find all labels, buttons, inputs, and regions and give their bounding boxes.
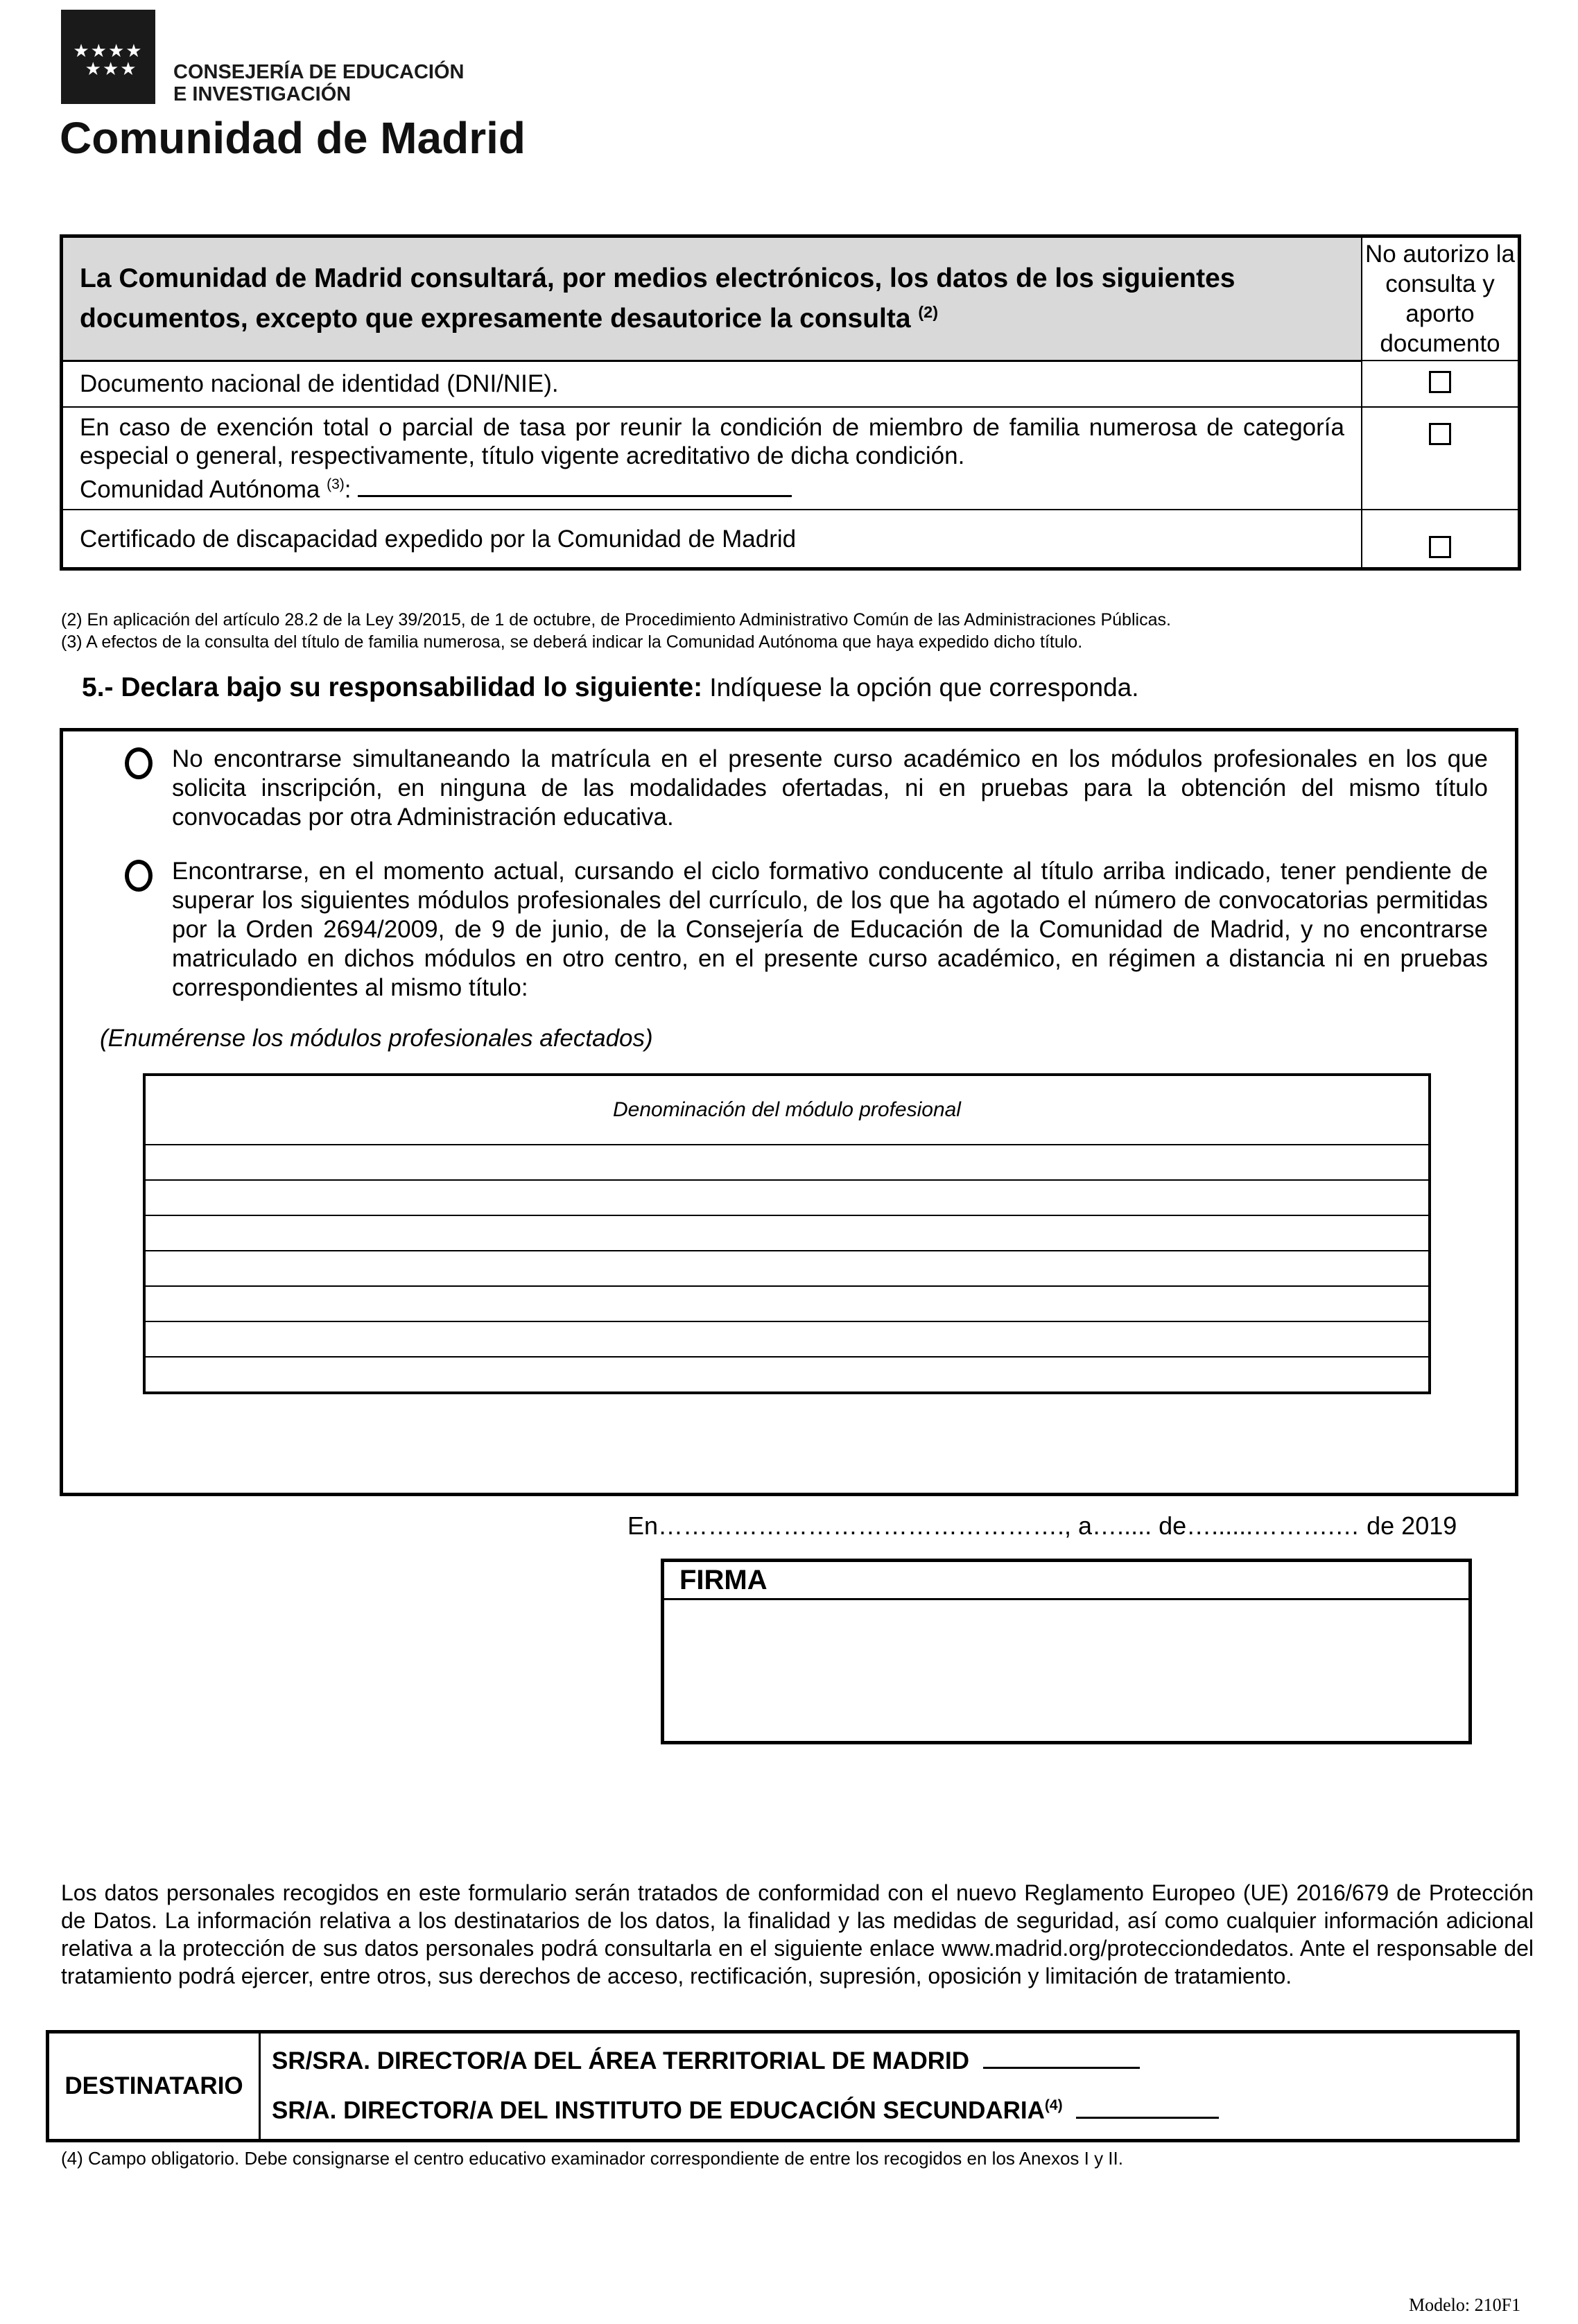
- department-name: CONSEJERÍA DE EDUCACIÓN E INVESTIGACIÓN: [173, 61, 465, 105]
- module-row[interactable]: [144, 1357, 1430, 1393]
- footnote-2: (2) En aplicación del artículo 28.2 de la Ley 39/2015, de 1 de octubre, de Procedimiento Administrativo Común de las Administraciones Públicas.: [61, 610, 1171, 630]
- checkbox-familia-numerosa[interactable]: [1429, 423, 1451, 445]
- model-code: Modelo: 210F1: [1409, 2295, 1521, 2315]
- module-row[interactable]: [144, 1251, 1430, 1286]
- checkbox-dni[interactable]: [1429, 371, 1451, 393]
- consult-row-dni: Documento nacional de identidad (DNI/NIE).: [62, 361, 1362, 407]
- module-row[interactable]: [144, 1215, 1430, 1251]
- instituto-field[interactable]: [1076, 2117, 1219, 2119]
- consult-table: [60, 234, 1521, 571]
- logo-stars: ★★★★ ★★★: [73, 40, 144, 79]
- radio-option-1[interactable]: [125, 747, 153, 779]
- recipient-instituto: SR/A. DIRECTOR/A DEL INSTITUTO DE EDUCACIÓN SECUNDARIA$^{(4)}$: [272, 2083, 1505, 2133]
- brand-title: Comunidad de Madrid: [60, 113, 526, 163]
- destinatario-recipients: [260, 2032, 1518, 2141]
- module-row[interactable]: [144, 1321, 1430, 1357]
- consult-row-familia-numerosa: En caso de exención total o parcial de tasa por reunir la condición de miembro de familia numerosa de categoría especial o general, respectivamente, título vigente acreditativo de dicha condición. Comunidad Autónoma $^{(3)}$:: [62, 407, 1362, 510]
- consult-row-discapacidad: Certificado de discapacidad expedido por la Comunidad de Madrid: [62, 510, 1362, 569]
- logo: [61, 10, 155, 104]
- section-5-heading: 5.- Declara bajo su responsabilidad lo siguiente: Indíquese la opción que corresponda.: [82, 673, 1139, 702]
- modules-table: [143, 1073, 1431, 1394]
- footnote-4: (4) Campo obligatorio. Debe consignarse el centro educativo examinador correspondiente de entre los recogidos en los Anexos I y II.: [61, 2148, 1123, 2169]
- comunidad-autonoma-field[interactable]: [358, 495, 792, 497]
- enumerate-instruction: (Enumérense los módulos profesionales afectados): [100, 1025, 653, 1052]
- recipient-area-territorial: SR/SRA. DIRECTOR/A DEL ÁREA TERRITORIAL DE MADRID: [272, 2039, 1505, 2083]
- privacy-notice: Los datos personales recogidos en este formulario serán tratados de conformidad con el nuevo Reglamento Europeo (UE) 2016/679 de Protección de Datos. La información relativa a los destinatarios de los datos, la finalidad y las medidas de seguridad, así como cualquier información adicional relativa a la protección de sus datos personales podrá consultarla en el siguiente enlace www.madrid.org/protecciondedatos. Ante el responsable del tratamiento podrá ejercer, entre otros, sus derechos de acceso, rectificación, supresión, oposición y limitación de tratamiento.: [61, 1880, 1534, 1988]
- destinatario-label: DESTINATARIO: [48, 2032, 260, 2141]
- checkbox-discapacidad[interactable]: [1429, 536, 1451, 558]
- date-place-line[interactable]: En…………………………………………., a…..... de…......……….… de 2019: [627, 1511, 1457, 1540]
- signature-box[interactable]: [661, 1559, 1472, 1744]
- module-row[interactable]: [144, 1286, 1430, 1321]
- module-row[interactable]: [144, 1180, 1430, 1215]
- footnote-3: (3) A efectos de la consulta del título de familia numerosa, se deberá indicar la Comunidad Autónoma que haya expedido dicho título.: [61, 632, 1083, 652]
- radio-option-2[interactable]: [125, 860, 153, 892]
- no-authorize-header: No autorizo la consulta y aporto documento: [1362, 236, 1520, 361]
- area-territorial-field[interactable]: [983, 2067, 1140, 2069]
- option-2-text: Encontrarse, en el momento actual, cursando el ciclo formativo conducente al título arriba indicado, tener pendiente de superar los siguientes módulos profesionales del currículo, de los que ha agotado el número de convocatorias permitidas por la Orden 2694/2009, de 9 de junio, de la Consejería de Educación de la Comunidad de Madrid, y no encontrarse matriculado en dichos módulos en otro centro, en el presente curso académico, en régimen a distancia ni en pruebas correspondientes al mismo título:: [172, 858, 1488, 1001]
- module-row[interactable]: [144, 1145, 1430, 1180]
- destinatario-table: [46, 2030, 1520, 2142]
- consult-header: La Comunidad de Madrid consultará, por medios electrónicos, los datos de los siguientes documentos, excepto que expresamente desautorice la consulta $^{(2)}$: [62, 236, 1362, 361]
- signature-label: FIRMA: [664, 1562, 1468, 1600]
- modules-table-header: Denominación del módulo profesional: [144, 1075, 1430, 1145]
- option-1-text: No encontrarse simultaneando la matrícula en el presente curso académico en los módulos profesionales en los que solicita inscripción, en ninguna de las modalidades ofertadas, ni en pruebas para la obtención del mismo título convocadas por otra Administración educativa.: [172, 745, 1488, 831]
